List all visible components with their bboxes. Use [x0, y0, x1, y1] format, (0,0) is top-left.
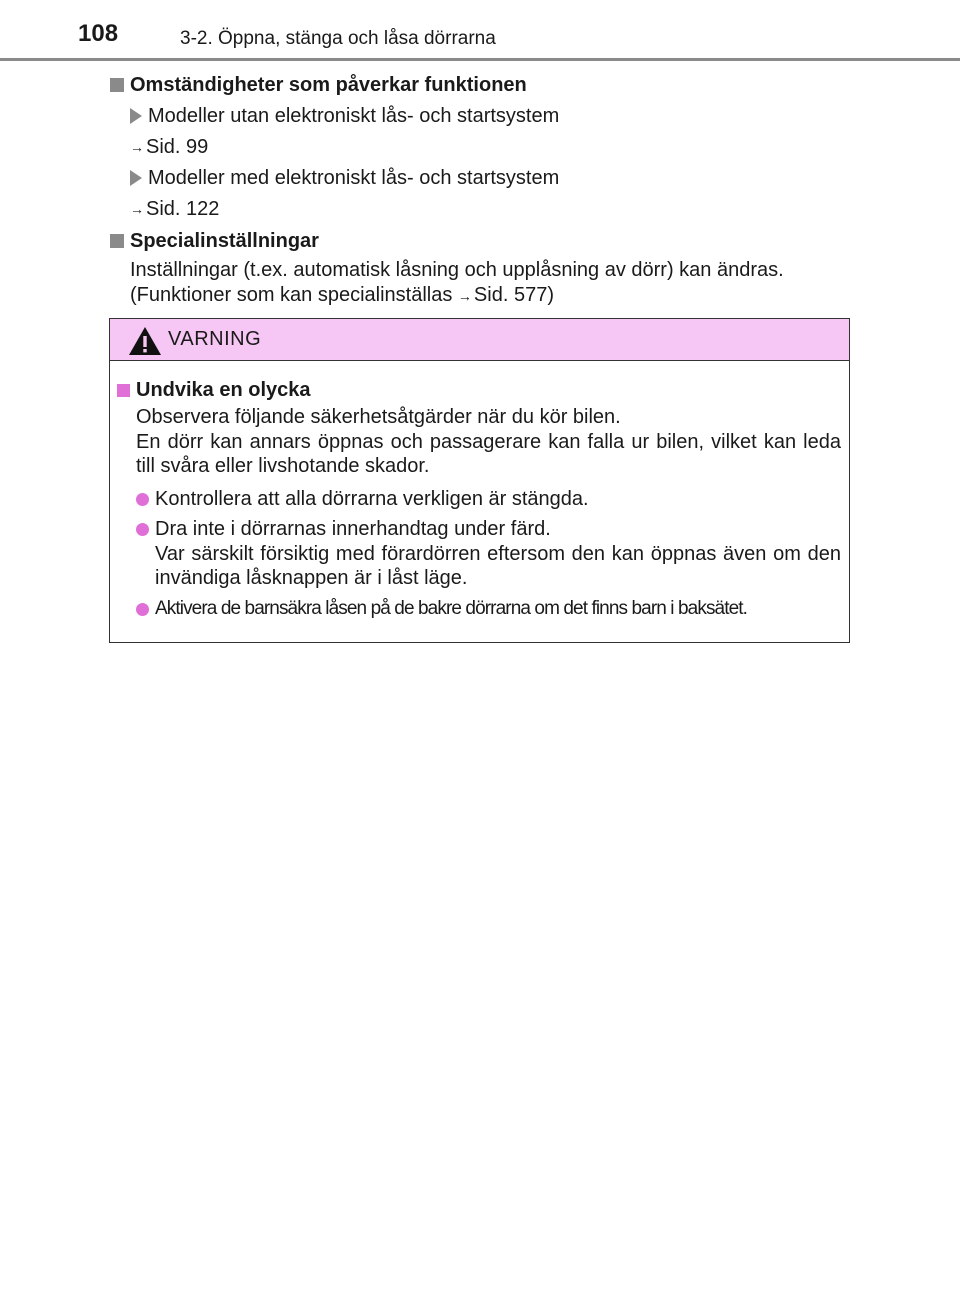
warning-label: VARNING [168, 328, 262, 350]
page-reference[interactable]: → Sid. 99 [130, 136, 209, 158]
page-number: 108 [78, 20, 119, 47]
arrow-right-icon: → [130, 201, 144, 217]
arrow-right-icon: → [457, 288, 472, 304]
square-bullet-icon [110, 78, 124, 92]
arrow-right-icon: → [130, 139, 144, 155]
warning-body [110, 361, 849, 621]
triangle-bullet-icon [130, 108, 142, 124]
warning-triangle-icon [128, 326, 162, 356]
warning-intro: Observera följande säkerhetsåtgärder när du kör bilen. En dörr kan annars öppnas och passagerare kan falla ur bilen, vilket kan leda till svåra eller livshotande skador. [136, 406, 841, 477]
section-paragraph: Inställningar (t.ex. automatisk låsning och upplåsning av dörr) kan ändras. (Funktioner som kan specialinställas → Sid. 577) [130, 258, 850, 309]
circle-bullet-icon [136, 523, 149, 536]
page-reference[interactable]: Sid. 577 [473, 284, 548, 306]
warning-box [109, 318, 850, 643]
page-header [0, 0, 960, 62]
header-rule [0, 58, 960, 61]
circle-bullet-icon [136, 493, 149, 506]
main-content [110, 72, 850, 309]
warning-header [110, 319, 849, 361]
square-bullet-icon [117, 384, 130, 397]
list-item: Aktivera de barnsäkra låsen på de bakre dörrarna om det finns barn i baksätet. [136, 597, 841, 622]
triangle-bullet-icon [130, 170, 142, 186]
list-item: Dra inte i dörrarnas innerhandtag under färd. Var särskilt försiktig med förardörren eftersom den kan öppnas även om den invändiga låsknappen är i låst läge. [136, 517, 841, 591]
section-title: 3-2. Öppna, stänga och låsa dörrarna [180, 28, 496, 49]
circle-bullet-icon [136, 603, 149, 616]
list-item: Modeller med elektroniskt lås- och startsystem [130, 165, 850, 191]
section-heading-functions: Omständigheter som påverkar funktionen [110, 72, 850, 98]
page-reference[interactable]: → Sid. 122 [130, 198, 220, 220]
list-item: Kontrollera att alla dörrarna verkligen är stängda. [136, 487, 841, 512]
section-heading-custom-settings: Specialinställningar [110, 228, 850, 254]
list-item: Modeller utan elektroniskt lås- och startsystem [130, 103, 850, 129]
square-bullet-icon [110, 234, 124, 248]
warning-heading: Undvika en olycka [117, 377, 841, 403]
